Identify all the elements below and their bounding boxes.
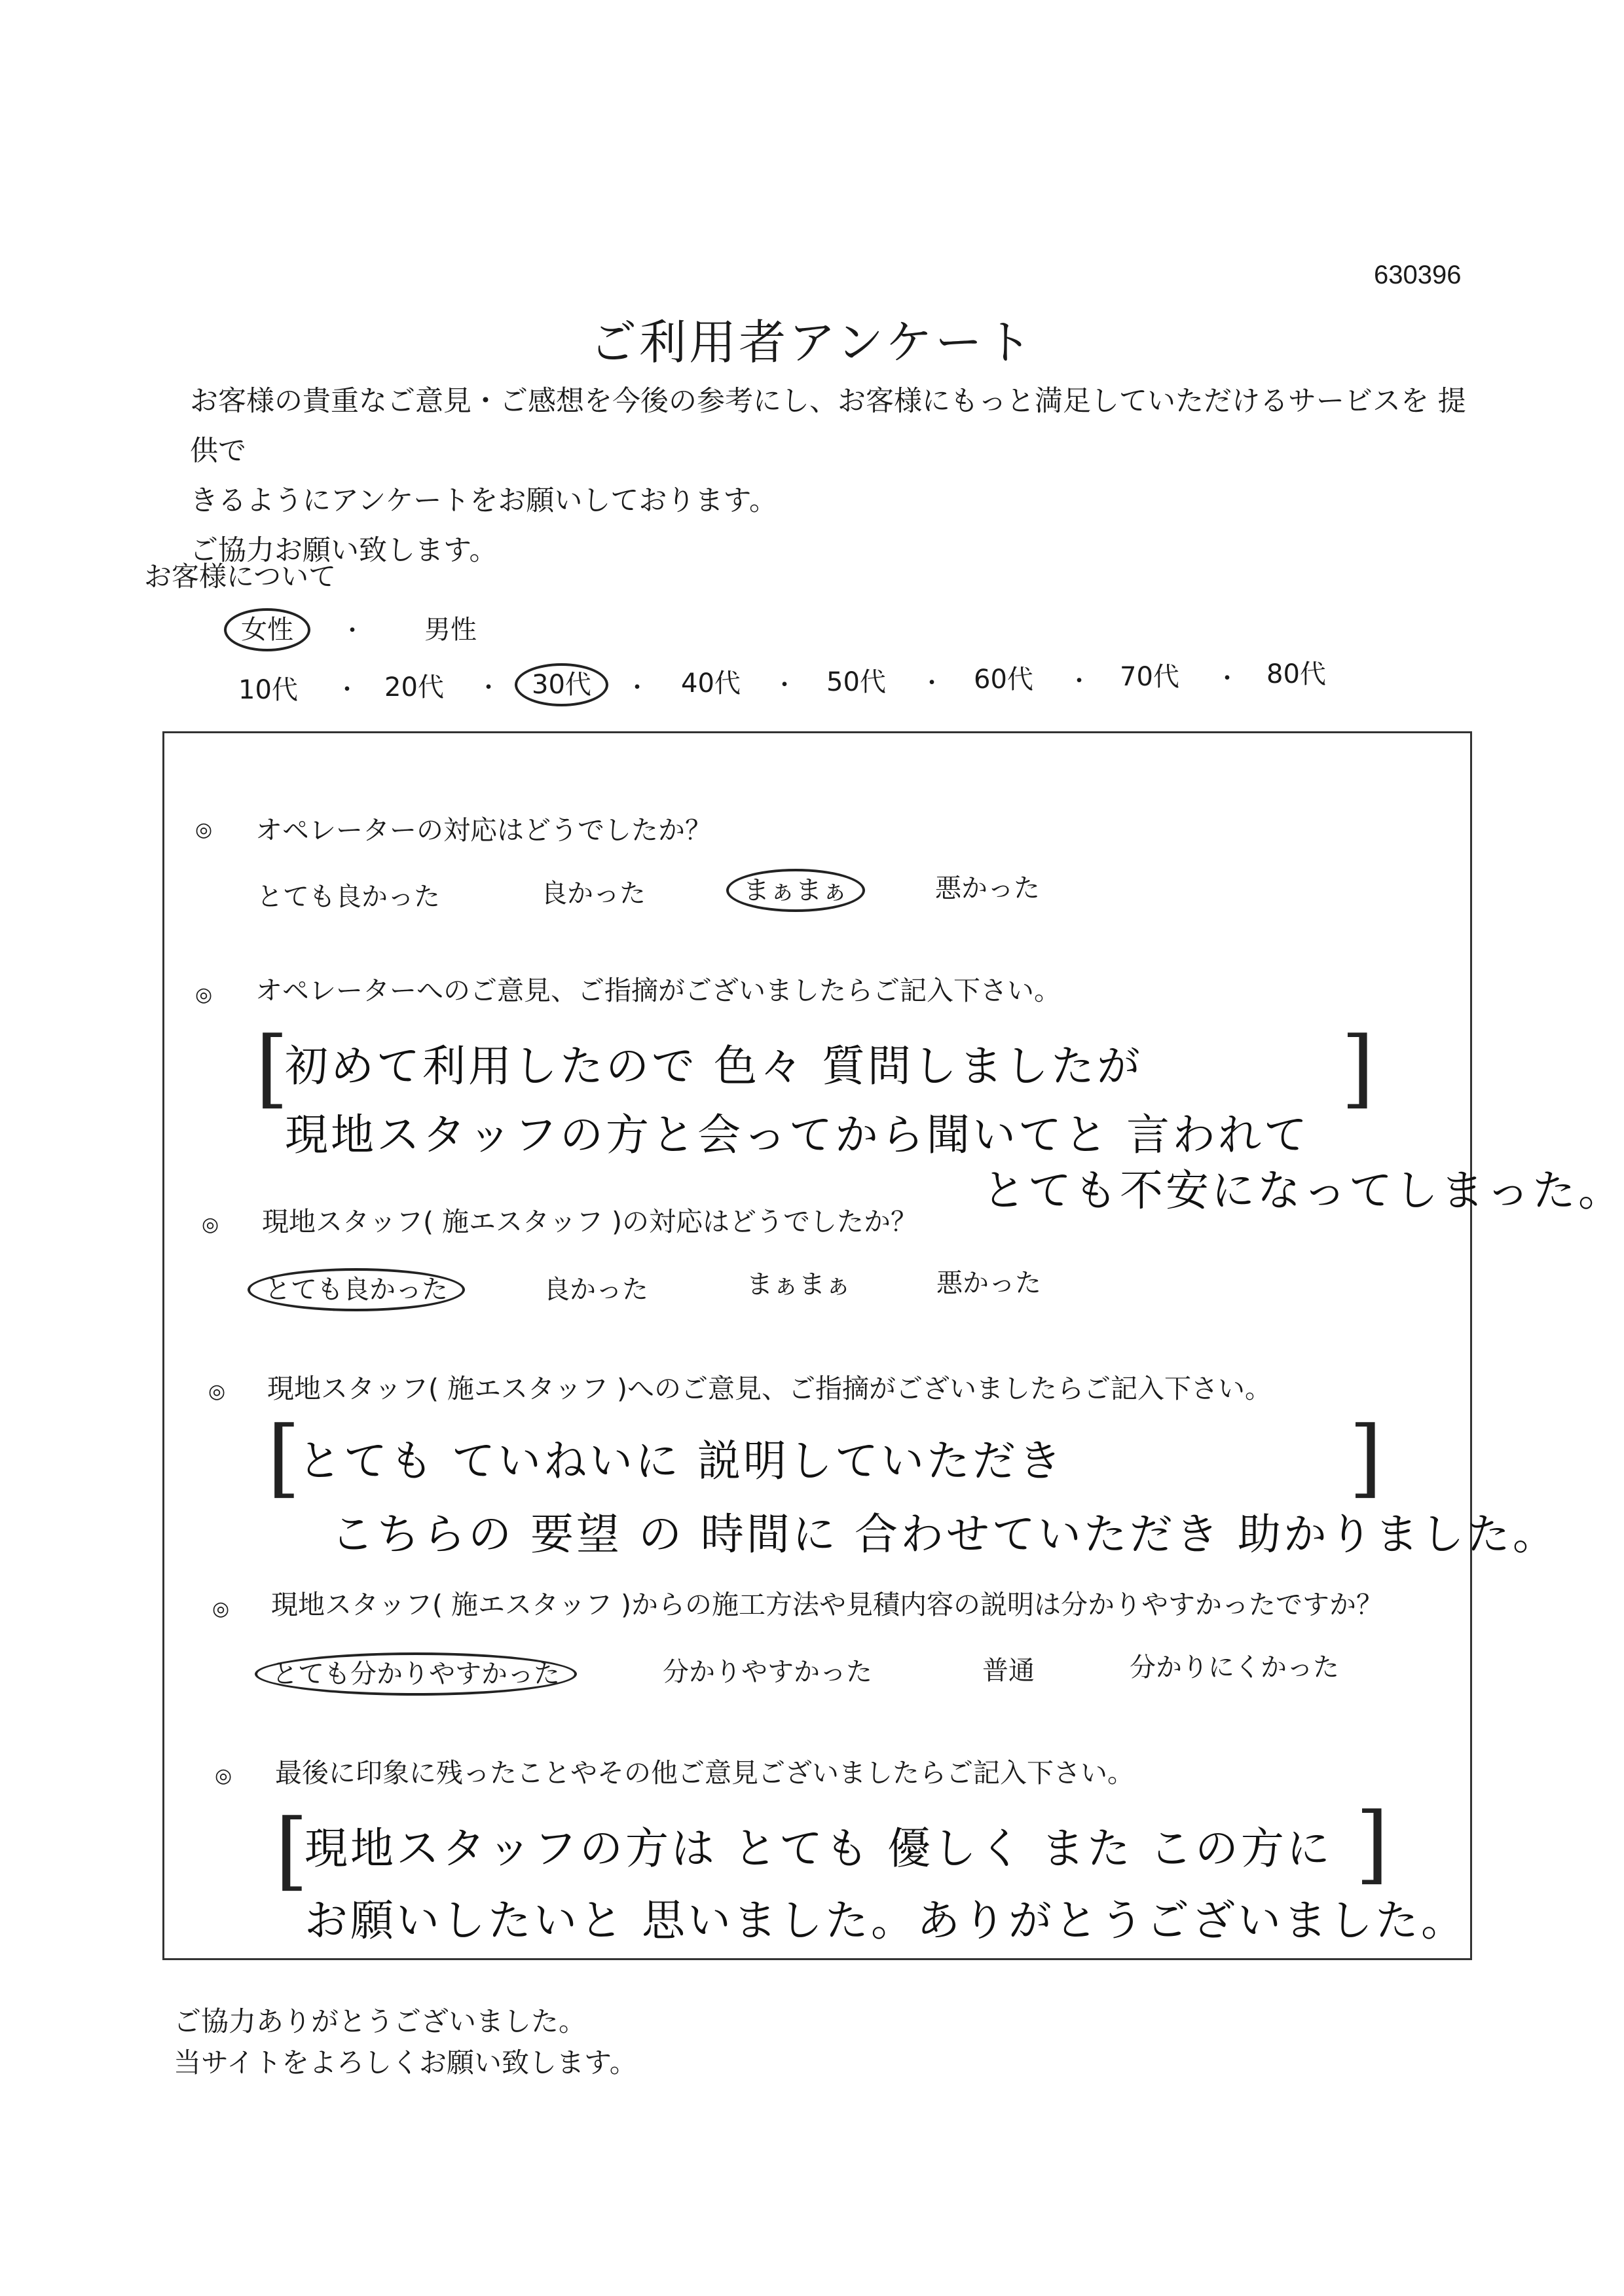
handwritten-answer-line: とても ていねいに 説明していただき — [298, 1436, 1064, 1486]
q5-option-average[interactable]: 普通 — [982, 1656, 1035, 1686]
age-option-80[interactable]: 80代 — [1266, 659, 1326, 689]
question-staff-rating: 現地スタッフ( 施エスタッフ )の対応はどうでしたか？ — [262, 1206, 918, 1237]
handwritten-answer-line: こちらの 要望 の 時間に 合わせていただき 助かりました。 — [331, 1509, 1559, 1559]
closing-request: 当サイトをよろしくお願い致します。 — [174, 2047, 637, 2079]
q5-option-very-clear[interactable] — [272, 1653, 560, 1690]
answer-bracket-close: ] — [1349, 1408, 1382, 1507]
age-option-20[interactable]: 20代 — [384, 672, 444, 702]
answer-bracket-open: [ — [255, 1018, 289, 1118]
q3-option-very-good[interactable] — [265, 1269, 448, 1306]
answer-bracket-open: [ — [275, 1800, 308, 1900]
intro-text — [190, 376, 1493, 575]
handwritten-answer-line: 初めて利用したので 色々 質問しましたが — [285, 1041, 1143, 1091]
q3-option-so-so[interactable]: まぁまぁ — [747, 1269, 851, 1300]
q3-option-good[interactable]: 良かった — [544, 1275, 648, 1305]
separator: ・ — [477, 674, 501, 701]
separator: ・ — [335, 676, 360, 703]
selected-circle: とても分かりやすかった — [255, 1652, 577, 1696]
bullet-icon: ◎ — [215, 1764, 232, 1787]
intro-line: お客様の貴重なご意見・ご感想を今後の参考にし、お客様にもっと満足していただけるサービスを 提供で — [190, 385, 1466, 467]
bullet-icon: ◎ — [195, 983, 213, 1006]
selected-circle: 女性 — [224, 608, 310, 651]
question-operator-comments: オペレーターへのご意見、ご指摘がございましたらご記入下さい。 — [255, 975, 1061, 1006]
page-title: ご利用者アンケート — [589, 315, 1035, 370]
question-operator-rating: オペレーターの対応はどうでしたか？ — [255, 814, 712, 846]
separator: ・ — [1067, 668, 1092, 695]
separator: ・ — [625, 674, 650, 701]
separator: ・ — [773, 672, 797, 699]
age-option-50[interactable]: 50代 — [826, 667, 886, 697]
q5-option-clear[interactable]: 分かりやすかった — [663, 1657, 872, 1687]
handwritten-answer-line: 現地スタッフの方は とても 優しく また この方に — [304, 1823, 1333, 1874]
age-option-30[interactable] — [532, 664, 591, 701]
handwritten-answer-line: とても不安になってしまった。 — [982, 1165, 1624, 1216]
q5-option-unclear[interactable]: 分かりにくかった — [1130, 1652, 1339, 1683]
separator: ・ — [341, 617, 365, 644]
age-option-70[interactable]: 70代 — [1120, 662, 1179, 692]
q1-option-very-good[interactable]: とても良かった — [257, 882, 440, 912]
answer-bracket-close: ] — [1356, 1794, 1389, 1893]
selected-circle: 30代 — [515, 663, 608, 706]
question-staff-comments: 現地スタッフ( 施エスタッフ )へのご意見、ご指摘がございましたらご記入下さい。 — [267, 1373, 1272, 1404]
handwritten-answer-line: お願いしたいと 思いました。ありがとうございました。 — [304, 1895, 1467, 1946]
answer-bracket-close: ] — [1341, 1018, 1375, 1118]
age-option-40[interactable]: 40代 — [681, 668, 741, 699]
closing-thanks: ご協力ありがとうございました。 — [174, 2005, 587, 2037]
bullet-icon: ◎ — [208, 1380, 226, 1403]
question-staff-explanation: 現地スタッフ( 施エスタッフ )からの施工方法や見積内容の説明は分かりやすかったですか？ — [271, 1589, 1384, 1620]
selected-circle: とても良かった — [248, 1268, 465, 1311]
q3-option-bad[interactable]: 悪かった — [936, 1268, 1041, 1298]
question-final-comments: 最後に印象に残ったことやその他ご意見ございましたらご記入下さい。 — [275, 1757, 1134, 1789]
intro-line: きるようにアンケートをお願いしております。 — [190, 484, 777, 517]
gender-option-male[interactable]: 男性 — [424, 615, 477, 645]
q1-option-bad[interactable]: 悪かった — [935, 873, 1040, 903]
gender-option-female[interactable] — [241, 609, 293, 646]
age-option-10[interactable]: 10代 — [238, 675, 298, 705]
bullet-icon: ◎ — [195, 818, 213, 841]
intro-line: ご協力お願い致します。 — [190, 534, 498, 567]
answer-bracket-open: [ — [267, 1408, 301, 1507]
age-option-60[interactable]: 60代 — [974, 665, 1033, 695]
customer-heading: お客様について — [144, 560, 337, 592]
bullet-icon: ◎ — [212, 1597, 230, 1620]
q1-option-good[interactable]: 良かった — [541, 879, 646, 909]
q1-option-so-so[interactable] — [743, 869, 848, 907]
selected-circle: まぁまぁ — [726, 869, 865, 912]
handwritten-answer-line: 現地スタッフの方と会ってから聞いてと 言われて — [285, 1110, 1310, 1160]
document-id: 630396 — [1374, 261, 1462, 289]
bullet-icon: ◎ — [202, 1213, 219, 1236]
separator: ・ — [1215, 665, 1240, 692]
separator: ・ — [920, 670, 944, 697]
